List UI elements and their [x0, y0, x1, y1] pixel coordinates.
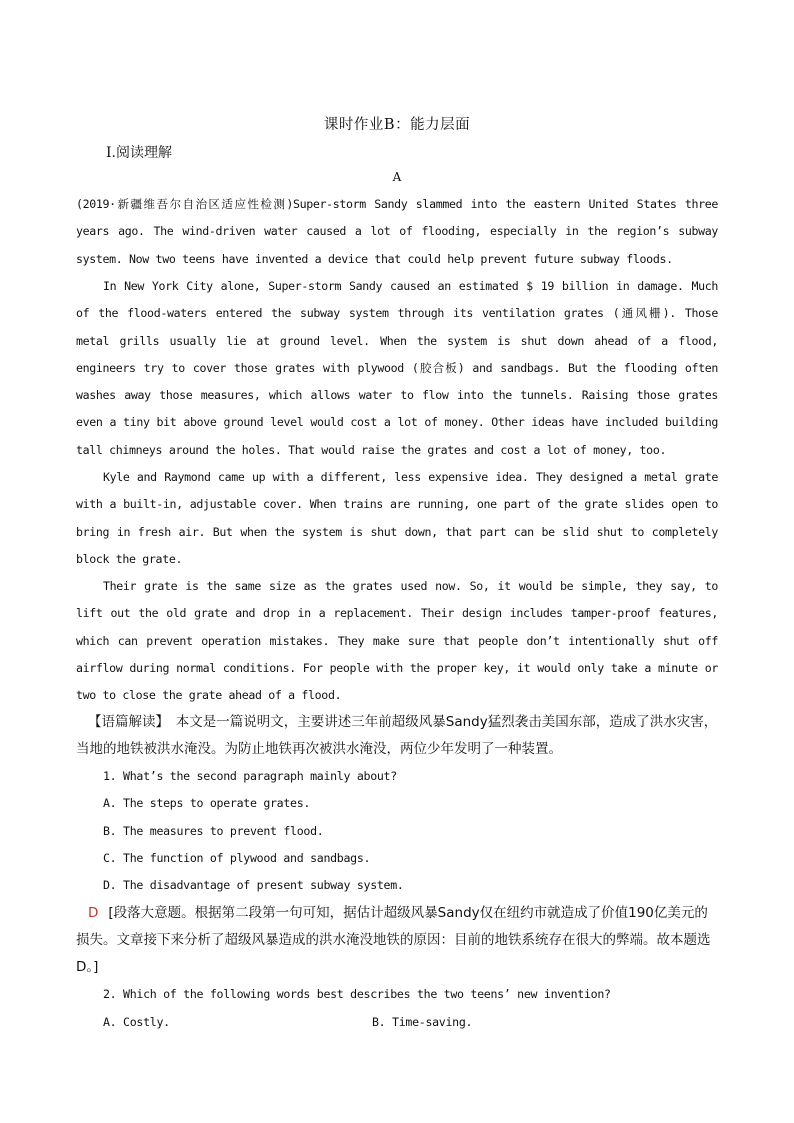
question-1-option-c: C. The function of plywood and sandbags. [103, 851, 371, 865]
page-title: 课时作业B：能力层面 [323, 117, 471, 133]
question-1-stem: 1. What’s the second paragraph mainly about? [103, 769, 397, 783]
question-2-option-a: A. Costly. [103, 1015, 170, 1029]
question-1-explanation-text: [段落大意题。根据第二段第一句可知，据估计超级风暴Sandy仅在纽约市就造成了价值190亿美元的损失。文章接下来分析了超级风暴造成的洪水淹没地铁的原因：目前的地铁系统存在很大的弊端。故本题选D。] [76, 905, 711, 975]
paragraph-4: Their grate is the same size as the grates used now. So, it would be simple, they say, to lift out the old grate and drop in a replacement. Their design includes tamper-proof features, which can prevent operation mistakes. They make sure that people don’t intentionally shut off airflow during normal conditions. For people with the proper key, it would only take a minute or two to close the grate ahead of a flood. [76, 579, 718, 703]
paragraph-1: (2019·新疆维吾尔自治区适应性检测)Super-storm Sandy slammed into the eastern United States three years ago. The wind-driven water caused a lot of flooding, especially in the region’s subway system. Now two teens have invented a device that could help prevent future subway floods. [76, 197, 718, 266]
passage-label: A [392, 170, 402, 184]
paragraph-2: In New York City alone, Super-storm Sandy caused an estimated $ 19 billion in damage. Much of the flood-waters entered the subway system through its ventilation grates (通风栅). Those metal grills usually lie at ground level. When the system is shut down ahead of a flood, engineers try to cover those grates with plywood (胶合板) and sandbags. But the flooding often washes away those measures, which allows water to flow into the tunnels. Raising those grates even a tiny bit above ground level would cost a lot of money. Other ideas have included building tall chimneys around the holes. That would raise the grates and cost a lot of money, too. [76, 279, 718, 457]
question-2-option-b: B. Time-saving. [372, 1015, 473, 1029]
question-1-option-b: B. The measures to prevent flood. [103, 824, 324, 838]
question-1-option-a: A. The steps to operate grates. [103, 796, 311, 810]
question-1-answer: D [88, 905, 99, 921]
question-1-explanation [76, 900, 718, 981]
section-heading: Ⅰ.阅读理解 [106, 145, 172, 161]
question-2-options-row [76, 1009, 718, 1036]
question-1-option-d: D. The disadvantage of present subway system. [103, 878, 404, 892]
discourse-analysis: 【语篇解读】 本文是一篇说明文，主要讲述三年前超级风暴Sandy猛烈袭击美国东部，造成了洪水灾害，当地的地铁被洪水淹没。为防止地铁再次被洪水淹没，两位少年发明了一种装置。 [76, 714, 718, 757]
question-2-stem: 2. Which of the following words best describes the two teens’ new invention? [103, 987, 611, 1001]
paragraph-3: Kyle and Raymond came up with a different, less expensive idea. They designed a metal grate with a built-in, adjustable cover. When trains are running, one part of the grate slides open to bring in fresh air. But when the system is shut down, that part can be slid shut to completely block the grate. [76, 470, 718, 566]
